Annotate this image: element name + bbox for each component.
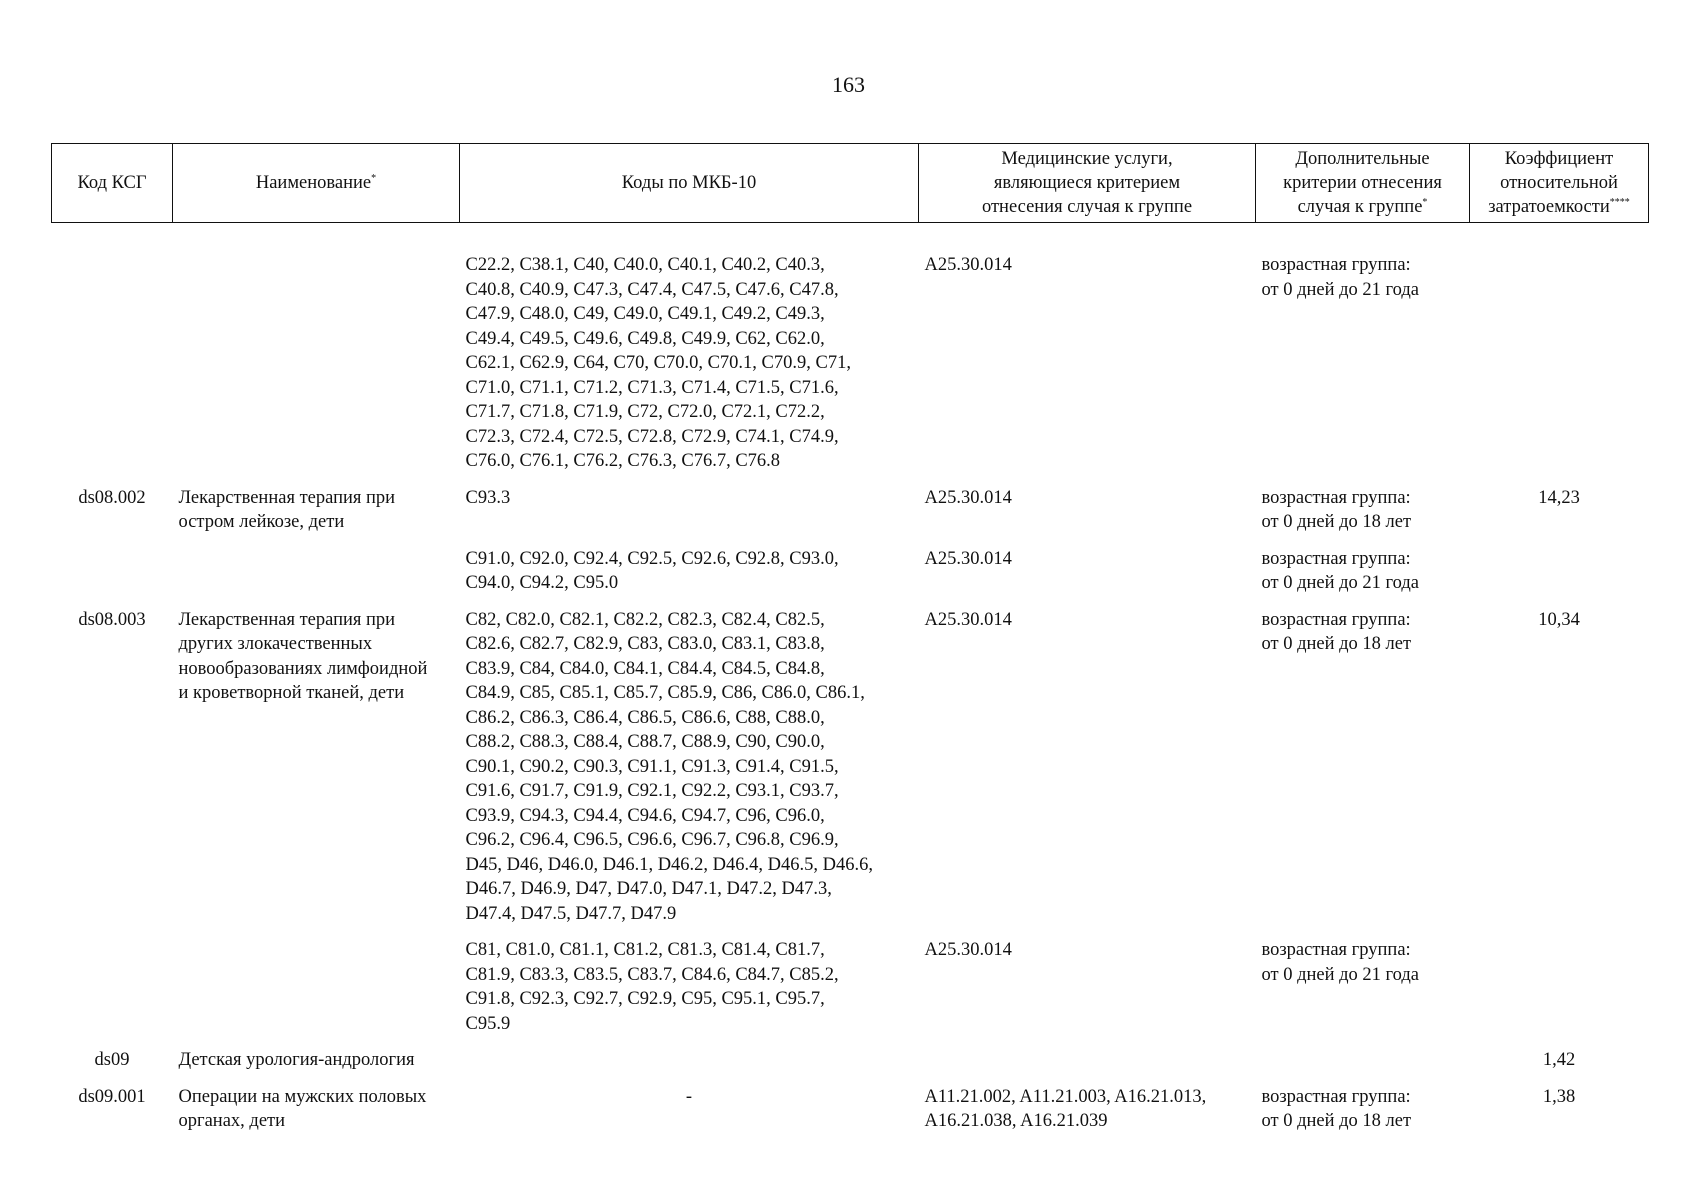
cell-icd-codes-line: C62.1, C62.9, C64, C70, C70.0, C70.1, C70.9, C71,	[465, 353, 851, 373]
page-number: 163	[832, 72, 865, 97]
cell-extra-criteria-line: от 0 дней до 18 лет	[1261, 1111, 1412, 1131]
cell-icd-codes	[460, 1085, 919, 1146]
cell-extra-criteria	[1256, 938, 1470, 1048]
cell-code	[52, 938, 173, 1048]
cell-code	[52, 608, 173, 939]
cell-icd-codes-line: D46.7, D46.9, D47, D47.0, D47.1, D47.2, D47.3,	[465, 879, 832, 899]
cell-name-line: новообразованиях лимфоидной	[178, 658, 428, 679]
cell-icd-codes-line: C93.9, C94.3, C94.4, C94.6, C94.7, C96, C96.0,	[465, 805, 825, 826]
header-name: Наименование*	[173, 144, 460, 223]
header-extra-criteria: Дополнительные критерии отнесения случая к группе*	[1256, 144, 1470, 223]
cell-icd-codes-line: C82, C82.0, C82.1, C82.2, C82.3, C82.4, C82.5,	[465, 609, 825, 630]
cell-icd-codes-line: C84.9, C85, C85.1, C85.7, C85.9, C86, C86.0, C86.1,	[465, 683, 865, 703]
cell-medical-services-line: A25.30.014	[924, 487, 1012, 508]
header-coefficient: Коэффициент относительной затратоемкости****	[1470, 144, 1649, 223]
cell-code-value: ds09.001	[78, 1086, 146, 1107]
cell-medical-services	[919, 608, 1256, 939]
cell-extra-criteria-line: от 0 дней до 21 года	[1261, 964, 1420, 985]
cell-extra-criteria-line: от 0 дней до 18 лет	[1261, 512, 1412, 532]
cell-icd-codes	[460, 1048, 919, 1085]
cell-icd-codes-line: C94.0, C94.2, C95.0	[465, 573, 619, 593]
cell-icd-codes-line: C88.2, C88.3, C88.4, C88.7, C88.9, C90, C90.0,	[465, 732, 825, 752]
cell-extra-criteria	[1256, 1048, 1470, 1085]
cell-medical-services-line: A11.21.002, A11.21.003, A16.21.013,	[924, 1086, 1207, 1107]
cell-medical-services-line: A25.30.014	[924, 548, 1012, 569]
cell-extra-criteria-line: возрастная группа:	[1261, 255, 1411, 275]
cell-name-line: других злокачественных	[178, 634, 373, 654]
cell-icd-codes-line: C91.0, C92.0, C92.4, C92.5, C92.6, C92.8, C93.0,	[465, 548, 839, 569]
cell-icd-codes-line: C49.4, C49.5, C49.6, C49.8, C49.9, C62, C62.0,	[465, 328, 825, 349]
cell-icd-codes	[460, 486, 919, 547]
cell-code	[52, 223, 173, 486]
table-row	[52, 608, 1649, 939]
cell-icd-codes-line: C90.1, C90.2, C90.3, C91.1, C91.3, C91.4, C91.5,	[465, 756, 839, 777]
cell-extra-criteria-line: от 0 дней до 21 года	[1261, 279, 1420, 300]
header-code: Код КСГ	[52, 144, 173, 223]
cell-coefficient	[1470, 1085, 1649, 1146]
cell-code-value: ds08.003	[78, 609, 146, 630]
cell-icd-codes-line: C95.9	[465, 1013, 511, 1034]
cell-extra-criteria	[1256, 608, 1470, 939]
cell-coefficient	[1470, 1048, 1649, 1085]
cell-code	[52, 486, 173, 547]
cell-extra-criteria	[1256, 486, 1470, 547]
cell-code-value: ds09	[94, 1050, 130, 1070]
cell-name-line: Детская урология-андрология	[178, 1050, 415, 1070]
cell-icd-codes	[460, 938, 919, 1048]
ksg-table	[51, 143, 1649, 1146]
table-row	[52, 1048, 1649, 1085]
cell-coefficient	[1470, 547, 1649, 608]
cell-icd-codes-line: -	[685, 1086, 693, 1107]
cell-name-line: Лекарственная терапия при	[178, 609, 396, 630]
cell-coefficient-value: 1,42	[1542, 1050, 1576, 1070]
cell-icd-codes-line: C96.2, C96.4, C96.5, C96.6, C96.7, C96.8, C96.9,	[465, 830, 839, 850]
table-row	[52, 223, 1649, 486]
cell-extra-criteria-line: возрастная группа:	[1261, 609, 1411, 630]
cell-medical-services-line: A16.21.038, A16.21.039	[924, 1111, 1108, 1131]
table-row	[52, 486, 1649, 547]
cell-name	[173, 938, 460, 1048]
cell-icd-codes-line: C40.8, C40.9, C47.3, C47.4, C47.5, C47.6, C47.8,	[465, 279, 839, 300]
cell-name	[173, 547, 460, 608]
cell-extra-criteria-line: от 0 дней до 18 лет	[1261, 634, 1412, 654]
cell-extra-criteria-line: возрастная группа:	[1261, 487, 1411, 508]
cell-icd-codes-line: C93.3	[465, 487, 511, 508]
cell-icd-codes	[460, 223, 919, 486]
cell-extra-criteria-line: от 0 дней до 21 года	[1261, 573, 1420, 593]
cell-name-line: остром лейкозе, дети	[178, 512, 345, 532]
cell-extra-criteria-line: возрастная группа:	[1261, 548, 1411, 569]
cell-icd-codes-line: C81.9, C83.3, C83.5, C83.7, C84.6, C84.7, C85.2,	[465, 964, 839, 985]
cell-code	[52, 547, 173, 608]
table-row	[52, 547, 1649, 608]
cell-icd-codes-line: C82.6, C82.7, C82.9, C83, C83.0, C83.1, C83.8,	[465, 634, 825, 654]
cell-icd-codes-line: C91.6, C91.7, C91.9, C92.1, C92.2, C93.1, C93.7,	[465, 781, 839, 801]
cell-medical-services	[919, 1048, 1256, 1085]
cell-name	[173, 486, 460, 547]
cell-name	[173, 1085, 460, 1146]
cell-coefficient	[1470, 486, 1649, 547]
cell-icd-codes	[460, 608, 919, 939]
cell-extra-criteria-line: возрастная группа:	[1261, 940, 1411, 960]
cell-name-line: Операции на мужских половых	[178, 1086, 427, 1107]
cell-coefficient	[1470, 608, 1649, 939]
cell-icd-codes-line: C91.8, C92.3, C92.7, C92.9, C95, C95.1, C95.7,	[465, 989, 825, 1009]
cell-icd-codes-line: C81, C81.0, C81.1, C81.2, C81.3, C81.4, C81.7,	[465, 940, 825, 960]
cell-icd-codes-line: C71.0, C71.1, C71.2, C71.3, C71.4, C71.5, C71.6,	[465, 377, 839, 398]
cell-coefficient-value: 14,23	[1538, 487, 1580, 508]
cell-icd-codes-line: C47.9, C48.0, C49, C49.0, C49.1, C49.2, C49.3,	[465, 304, 825, 324]
cell-code	[52, 1048, 173, 1085]
cell-icd-codes-line: C83.9, C84, C84.0, C84.1, C84.4, C84.5, C84.8,	[465, 658, 825, 679]
header-services: Медицинские услуги, являющиеся критерием отнесения случая к группе	[919, 144, 1256, 223]
cell-icd-codes-line: C22.2, C38.1, C40, C40.0, C40.1, C40.2, C40.3,	[465, 255, 825, 275]
header-icd: Коды по МКБ-10	[460, 144, 919, 223]
cell-extra-criteria	[1256, 547, 1470, 608]
cell-coefficient	[1470, 938, 1649, 1048]
cell-name-line: Лекарственная терапия при	[178, 487, 396, 508]
cell-extra-criteria	[1256, 223, 1470, 486]
cell-coefficient-value: 1,38	[1542, 1086, 1576, 1107]
cell-name-line: органах, дети	[178, 1111, 286, 1131]
cell-medical-services	[919, 486, 1256, 547]
cell-medical-services-line: A25.30.014	[924, 255, 1012, 275]
cell-icd-codes-line: C72.3, C72.4, C72.5, C72.8, C72.9, C74.1, C74.9,	[465, 426, 839, 447]
cell-medical-services	[919, 938, 1256, 1048]
cell-name	[173, 1048, 460, 1085]
cell-medical-services	[919, 223, 1256, 486]
cell-code	[52, 1085, 173, 1146]
cell-code-value: ds08.002	[78, 487, 146, 508]
cell-icd-codes-line: C71.7, C71.8, C71.9, C72, C72.0, C72.1, C72.2,	[465, 402, 825, 422]
cell-medical-services	[919, 1085, 1256, 1146]
table-body	[52, 223, 1649, 1146]
table-row	[52, 938, 1649, 1048]
cell-medical-services-line: A25.30.014	[924, 609, 1012, 630]
cell-medical-services	[919, 547, 1256, 608]
cell-icd-codes-line: C86.2, C86.3, C86.4, C86.5, C86.6, C88, C88.0,	[465, 707, 825, 728]
cell-icd-codes-line: D47.4, D47.5, D47.7, D47.9	[465, 903, 677, 924]
cell-name	[173, 608, 460, 939]
cell-medical-services-line: A25.30.014	[924, 940, 1012, 960]
cell-name	[173, 223, 460, 486]
cell-coefficient	[1470, 223, 1649, 486]
cell-coefficient-value: 10,34	[1538, 609, 1580, 630]
cell-icd-codes-line: D45, D46, D46.0, D46.1, D46.2, D46.4, D46.5, D46.6,	[465, 854, 874, 875]
cell-icd-codes-line: C76.0, C76.1, C76.2, C76.3, C76.7, C76.8	[465, 451, 781, 471]
cell-icd-codes	[460, 547, 919, 608]
table-header-row	[52, 144, 1649, 223]
table-row	[52, 1085, 1649, 1146]
cell-extra-criteria-line: возрастная группа:	[1261, 1086, 1411, 1107]
cell-name-line: и кроветворной тканей, дети	[178, 683, 405, 703]
cell-extra-criteria	[1256, 1085, 1470, 1146]
